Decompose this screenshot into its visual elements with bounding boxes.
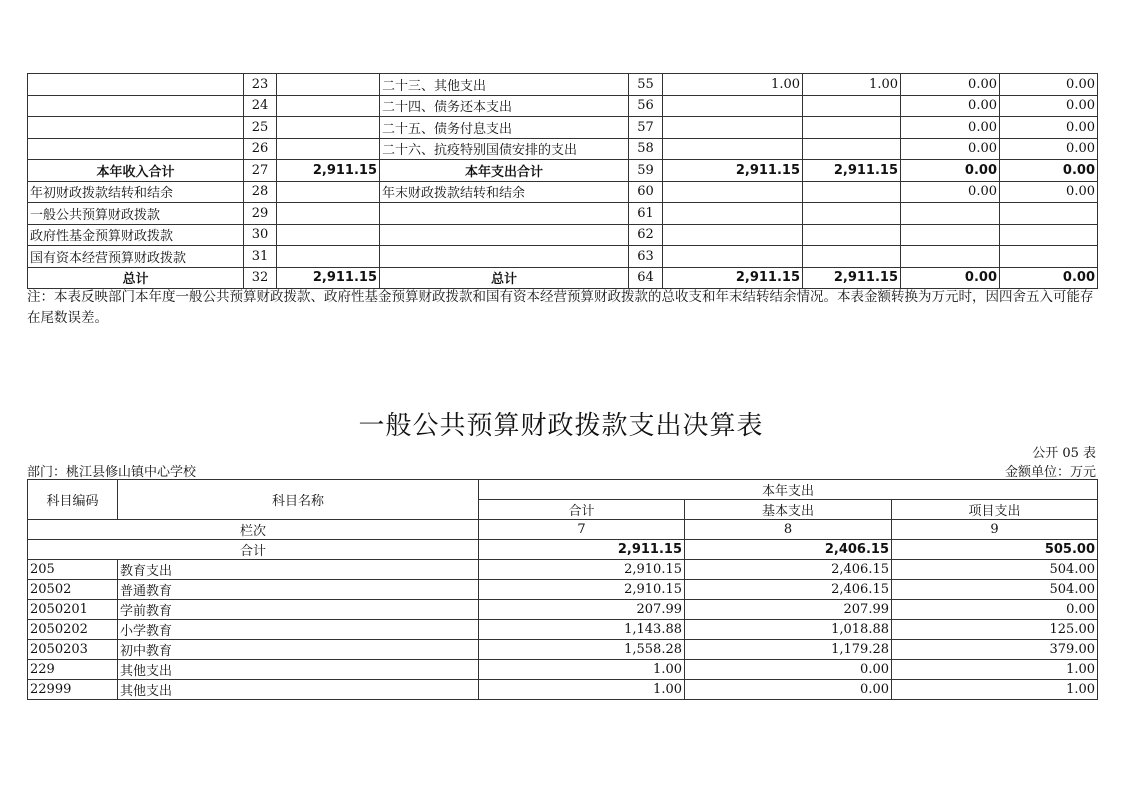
income-line-no-cell: 23: [244, 74, 277, 96]
income-item-cell: [28, 74, 244, 96]
total-label: 合计: [28, 540, 479, 560]
total-basic: 2,406.15: [685, 540, 892, 560]
expense-state-capital-cell: 0.00: [1000, 74, 1098, 96]
income-amount-cell: [277, 138, 380, 160]
expense-fund-cell: [901, 246, 1000, 268]
expense-general-cell: [803, 224, 901, 246]
income-item-cell: [28, 117, 244, 139]
amount-basic-cell: 2,406.15: [685, 560, 892, 580]
income-item-cell: [28, 95, 244, 117]
table-row: [28, 680, 1098, 700]
table-row: [28, 95, 1098, 117]
expense-line-no-cell: 59: [629, 160, 663, 182]
column-number-row: [28, 520, 1098, 540]
amount-total-cell: 1.00: [479, 660, 685, 680]
expense-fund-cell: [901, 224, 1000, 246]
page-title: 一般公共预算财政拨款支出决算表: [358, 411, 764, 441]
table-row: [28, 138, 1098, 160]
expense-line-no-cell: 60: [629, 181, 663, 203]
expense-general-cell: [803, 95, 901, 117]
table-row: [28, 640, 1098, 660]
subject-code-cell: 229: [28, 660, 118, 680]
amount-total-cell: 1,558.28: [479, 640, 685, 660]
column-number-7: 7: [479, 520, 685, 540]
amount-project-cell: 504.00: [892, 560, 1098, 580]
expense-state-capital-cell: [1000, 246, 1098, 268]
expense-general-cell: [803, 181, 901, 203]
expense-general-cell: [803, 138, 901, 160]
table-row: [28, 660, 1098, 680]
header-code: 科目编码: [28, 480, 118, 520]
expense-fund-cell: 0.00: [901, 74, 1000, 96]
expense-fund-cell: 0.00: [901, 95, 1000, 117]
subject-name-cell: 小学教育: [118, 620, 479, 640]
amount-project-cell: 504.00: [892, 580, 1098, 600]
expense-line-no-cell: 64: [629, 267, 663, 289]
table-row: [28, 560, 1098, 580]
income-amount-cell: 2,911.15: [277, 160, 380, 182]
header-name: 科目名称: [118, 480, 479, 520]
expense-item-cell: 二十三、其他支出: [380, 74, 629, 96]
income-item-cell: [28, 138, 244, 160]
expense-total-cell: 2,911.15: [663, 160, 803, 182]
amount-basic-cell: 207.99: [685, 600, 892, 620]
expense-total-cell: [663, 138, 803, 160]
table-row: [28, 74, 1098, 96]
expense-total-cell: [663, 224, 803, 246]
income-amount-cell: 2,911.15: [277, 267, 380, 289]
expense-state-capital-cell: [1000, 203, 1098, 225]
income-line-no-cell: 25: [244, 117, 277, 139]
table-row: [28, 246, 1098, 268]
income-amount-cell: [277, 74, 380, 96]
subject-name-cell: 学前教育: [118, 600, 479, 620]
subject-code-cell: 2050202: [28, 620, 118, 640]
amount-project-cell: 1.00: [892, 680, 1098, 700]
income-line-no-cell: 29: [244, 203, 277, 225]
expense-item-cell: 二十六、抗疫特别国债安排的支出: [380, 138, 629, 160]
income-line-no-cell: 32: [244, 267, 277, 289]
expense-general-cell: [803, 246, 901, 268]
form-number: 公开 05 表: [1032, 446, 1096, 461]
total-sum: 2,911.15: [479, 540, 685, 560]
expense-total-cell: [663, 181, 803, 203]
header-total: 合计: [479, 500, 685, 520]
income-item-cell: 总计: [28, 267, 244, 289]
total-project: 505.00: [892, 540, 1098, 560]
expenditure-table-body: [28, 560, 1098, 700]
expenditure-table: [27, 479, 1098, 700]
header-row: [28, 480, 1098, 500]
income-amount-cell: [277, 246, 380, 268]
expense-total-cell: [663, 95, 803, 117]
expense-total-cell: 1.00: [663, 74, 803, 96]
expense-fund-cell: 0.00: [901, 181, 1000, 203]
table-row: [28, 267, 1098, 289]
header-project: 项目支出: [892, 500, 1098, 520]
expense-item-cell: 总计: [380, 267, 629, 289]
expense-item-cell: 二十五、债务付息支出: [380, 117, 629, 139]
income-line-no-cell: 28: [244, 181, 277, 203]
expense-line-no-cell: 61: [629, 203, 663, 225]
expense-fund-cell: 0.00: [901, 160, 1000, 182]
expense-total-cell: [663, 246, 803, 268]
expense-line-no-cell: 63: [629, 246, 663, 268]
expense-state-capital-cell: 0.00: [1000, 160, 1098, 182]
amount-total-cell: 207.99: [479, 600, 685, 620]
expense-fund-cell: 0.00: [901, 117, 1000, 139]
income-amount-cell: [277, 117, 380, 139]
expense-item-cell: [380, 224, 629, 246]
expense-state-capital-cell: 0.00: [1000, 95, 1098, 117]
table-row: [28, 117, 1098, 139]
header-this-year: 本年支出: [479, 480, 1098, 500]
income-amount-cell: [277, 224, 380, 246]
header-basic: 基本支出: [685, 500, 892, 520]
income-item-cell: 本年收入合计: [28, 160, 244, 182]
income-line-no-cell: 26: [244, 138, 277, 160]
expense-total-cell: [663, 117, 803, 139]
amount-basic-cell: 1,179.28: [685, 640, 892, 660]
column-number-9: 9: [892, 520, 1098, 540]
expense-line-no-cell: 58: [629, 138, 663, 160]
expense-general-cell: 2,911.15: [803, 267, 901, 289]
income-line-no-cell: 30: [244, 224, 277, 246]
expense-line-no-cell: 57: [629, 117, 663, 139]
expense-item-cell: [380, 246, 629, 268]
subject-code-cell: 205: [28, 560, 118, 580]
expense-state-capital-cell: 0.00: [1000, 267, 1098, 289]
expense-total-cell: [663, 203, 803, 225]
expense-fund-cell: 0.00: [901, 138, 1000, 160]
subject-code-cell: 2050203: [28, 640, 118, 660]
table-row: [28, 224, 1098, 246]
amount-basic-cell: 0.00: [685, 660, 892, 680]
amount-basic-cell: 0.00: [685, 680, 892, 700]
expense-total-cell: 2,911.15: [663, 267, 803, 289]
subject-code-cell: 20502: [28, 580, 118, 600]
expense-line-no-cell: 62: [629, 224, 663, 246]
department-label: 部门：桃江县修山镇中心学校: [27, 465, 197, 480]
expense-item-cell: 二十四、债务还本支出: [380, 95, 629, 117]
table-row: [28, 580, 1098, 600]
income-amount-cell: [277, 95, 380, 117]
expense-general-cell: [803, 203, 901, 225]
expense-item-cell: 年末财政拨款结转和结余: [380, 181, 629, 203]
income-item-cell: 年初财政拨款结转和结余: [28, 181, 244, 203]
expense-state-capital-cell: 0.00: [1000, 117, 1098, 139]
subject-code-cell: 2050201: [28, 600, 118, 620]
income-item-cell: 政府性基金预算财政拨款: [28, 224, 244, 246]
expense-fund-cell: [901, 203, 1000, 225]
amount-total-cell: 2,910.15: [479, 580, 685, 600]
table-row: [28, 181, 1098, 203]
expense-item-cell: [380, 203, 629, 225]
income-line-no-cell: 27: [244, 160, 277, 182]
column-number-8: 8: [685, 520, 892, 540]
expense-line-no-cell: 56: [629, 95, 663, 117]
amount-project-cell: 1.00: [892, 660, 1098, 680]
expense-state-capital-cell: 0.00: [1000, 138, 1098, 160]
unit-label: 金额单位：万元: [1004, 465, 1096, 480]
income-line-no-cell: 31: [244, 246, 277, 268]
subject-name-cell: 初中教育: [118, 640, 479, 660]
amount-project-cell: 0.00: [892, 600, 1098, 620]
expense-state-capital-cell: 0.00: [1000, 181, 1098, 203]
income-line-no-cell: 24: [244, 95, 277, 117]
table-row: [28, 160, 1098, 182]
amount-total-cell: 1,143.88: [479, 620, 685, 640]
expense-general-cell: 2,911.15: [803, 160, 901, 182]
table-note: 注：本表反映部门本年度一般公共预算财政拨款、政府性基金预算财政拨款和国有资本经营预算财政拨款的总收支和年末结转结余情况。本表金额转换为万元时，因四舍五入可能存在尾数误差。: [27, 289, 1094, 326]
income-expenditure-table-body: [28, 74, 1098, 289]
income-expenditure-table: [27, 73, 1098, 289]
subject-name-cell: 其他支出: [118, 660, 479, 680]
table-row: [28, 203, 1098, 225]
total-row: [28, 540, 1098, 560]
subject-name-cell: 教育支出: [118, 560, 479, 580]
amount-basic-cell: 2,406.15: [685, 580, 892, 600]
subject-name-cell: 其他支出: [118, 680, 479, 700]
expense-line-no-cell: 55: [629, 74, 663, 96]
expense-item-cell: 本年支出合计: [380, 160, 629, 182]
column-number-label: 栏次: [28, 520, 479, 540]
amount-total-cell: 2,910.15: [479, 560, 685, 580]
expense-state-capital-cell: [1000, 224, 1098, 246]
amount-project-cell: 379.00: [892, 640, 1098, 660]
income-amount-cell: [277, 181, 380, 203]
amount-basic-cell: 1,018.88: [685, 620, 892, 640]
income-item-cell: 一般公共预算财政拨款: [28, 203, 244, 225]
subject-name-cell: 普通教育: [118, 580, 479, 600]
amount-project-cell: 125.00: [892, 620, 1098, 640]
subject-code-cell: 22999: [28, 680, 118, 700]
amount-total-cell: 1.00: [479, 680, 685, 700]
expense-fund-cell: 0.00: [901, 267, 1000, 289]
expense-general-cell: 1.00: [803, 74, 901, 96]
income-amount-cell: [277, 203, 380, 225]
table-row: [28, 600, 1098, 620]
table-row: [28, 620, 1098, 640]
expense-general-cell: [803, 117, 901, 139]
income-item-cell: 国有资本经营预算财政拨款: [28, 246, 244, 268]
